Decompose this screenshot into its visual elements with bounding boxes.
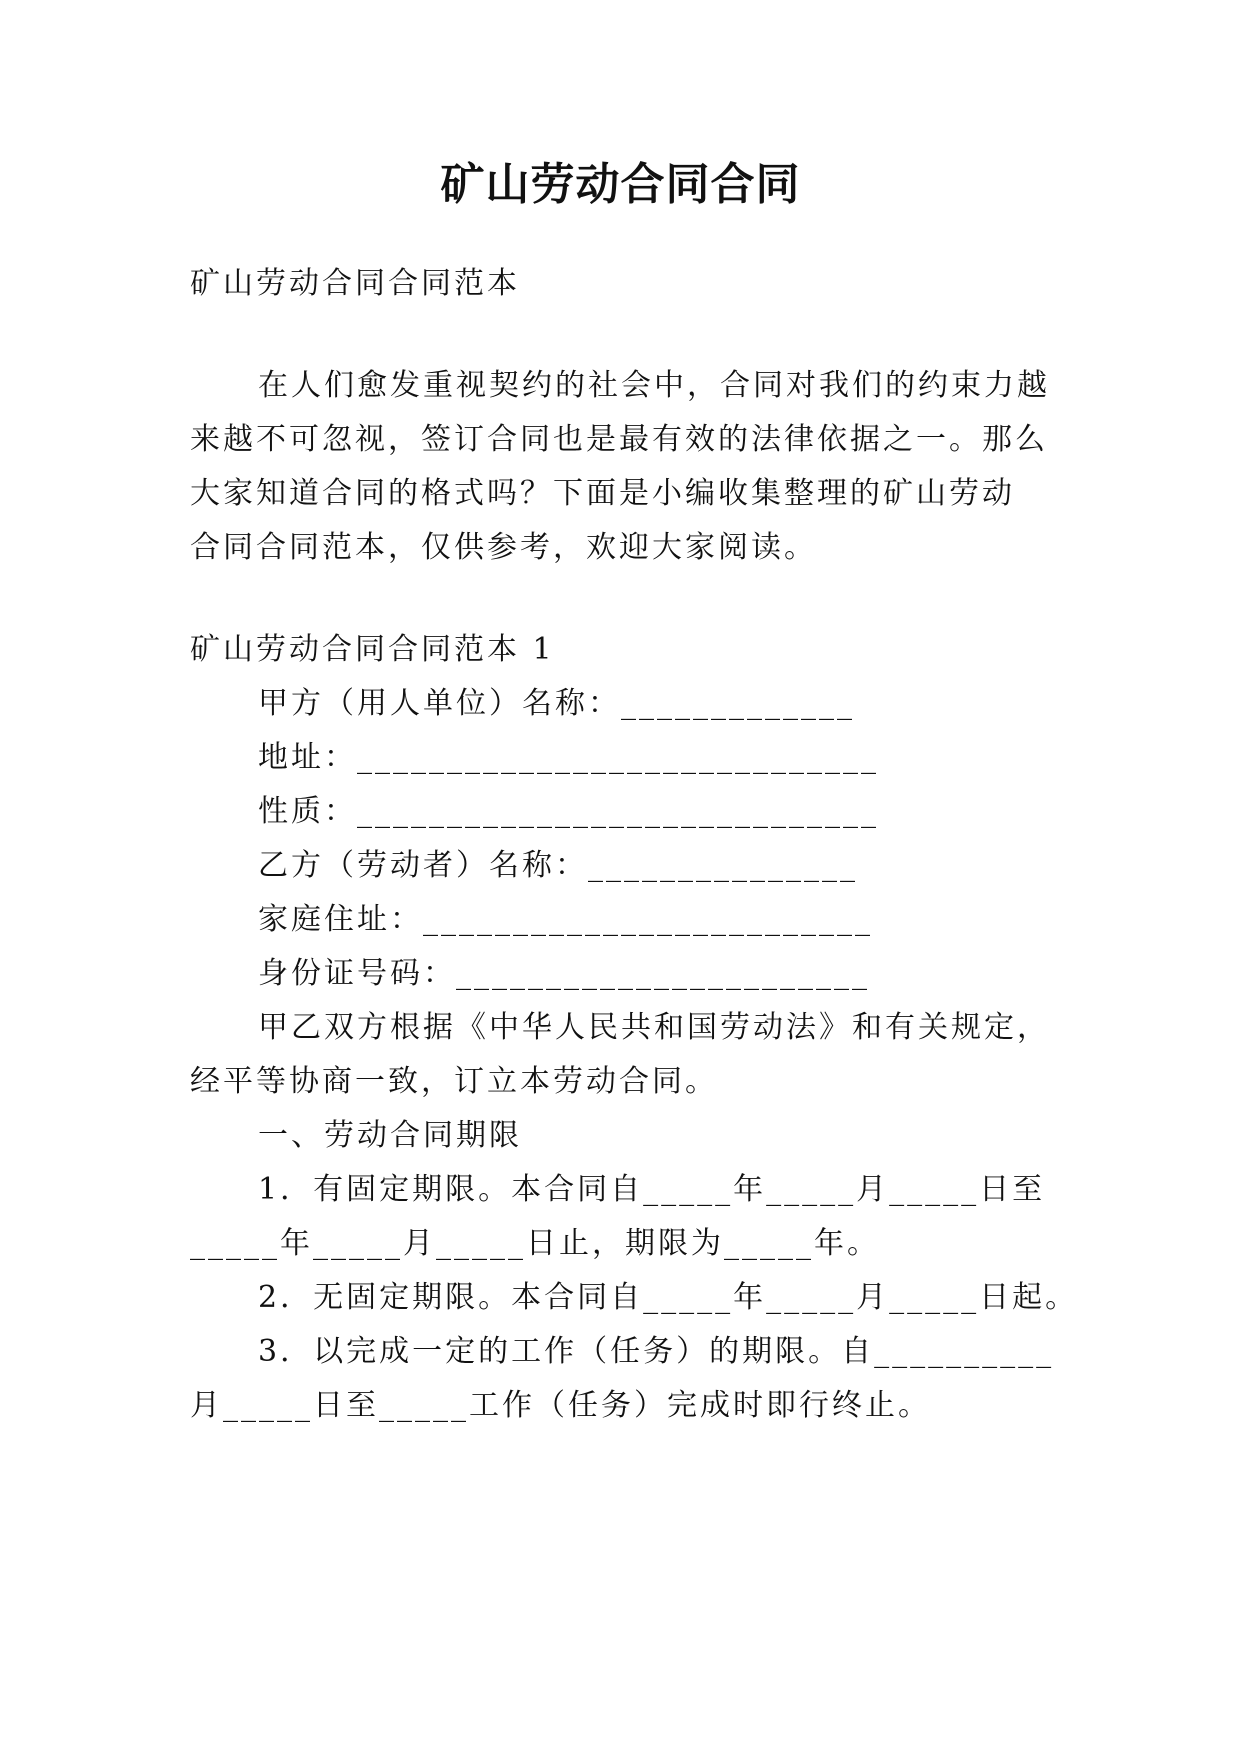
field-home-address: 家庭住址：_________________________ (258, 902, 873, 937)
document-subtitle: 矿山劳动合同合同范本 (190, 266, 520, 301)
clause-line-3: 2．无固定期限。本合同自_____年_____月_____日起。 (258, 1280, 1079, 1315)
preamble-line-2: 经平等协商一致，订立本劳动合同。 (190, 1064, 718, 1099)
clause-line-2: _____年_____月_____日止，期限为_____年。 (190, 1226, 880, 1261)
intro-line-2: 来越不可忽视，签订合同也是最有效的法律依据之一。那么 (190, 422, 1048, 457)
clause-line-1: 1．有固定期限。本合同自_____年_____月_____日至 (258, 1172, 1046, 1207)
section-title: 矿山劳动合同合同范本 1 (190, 632, 555, 667)
field-id-number: 身份证号码：_______________________ (258, 956, 870, 991)
intro-line-4: 合同合同范本，仅供参考，欢迎大家阅读。 (190, 530, 817, 565)
document-title: 矿山劳动合同合同 (440, 159, 801, 210)
clause-line-5: 月_____日至_____工作（任务）完成时即行终止。 (190, 1388, 931, 1423)
field-employer-name: 甲方（用人单位）名称：_____________ (258, 686, 855, 721)
intro-line-1: 在人们愈发重视契约的社会中，合同对我们的约束力越 (258, 368, 1050, 403)
field-nature: 性质：_____________________________ (258, 794, 879, 829)
preamble-line-1: 甲乙双方根据《中华人民共和国劳动法》和有关规定， (258, 1010, 1050, 1045)
field-address: 地址：_____________________________ (258, 740, 879, 775)
field-employee-name: 乙方（劳动者）名称：_______________ (258, 848, 858, 883)
clause-heading: 一、劳动合同期限 (258, 1118, 522, 1153)
intro-line-3: 大家知道合同的格式吗？下面是小编收集整理的矿山劳动 (190, 476, 1015, 511)
clause-line-4: 3．以完成一定的工作（任务）的期限。自__________ (258, 1334, 1055, 1369)
